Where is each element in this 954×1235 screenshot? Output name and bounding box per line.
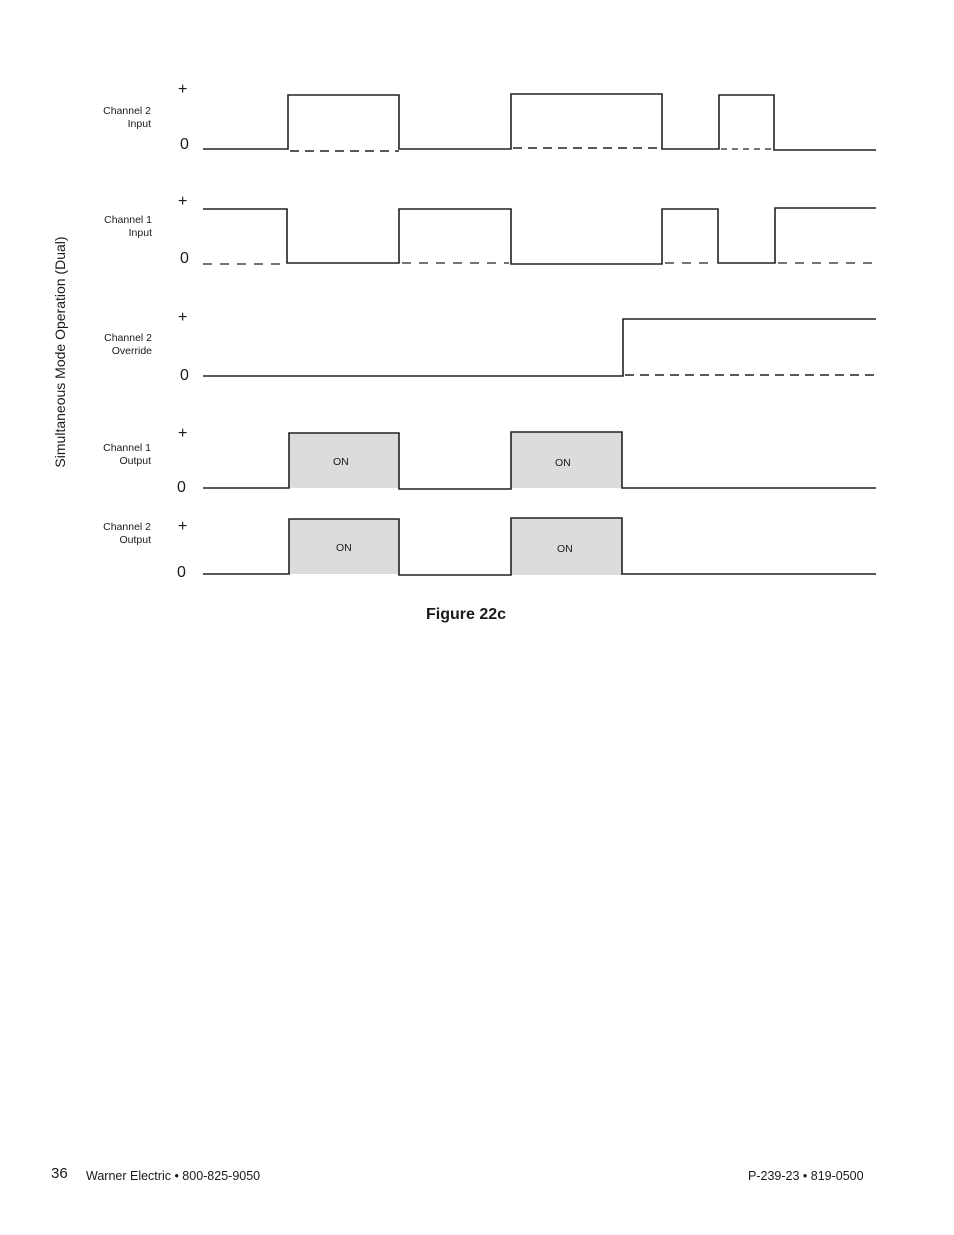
on-label: ON: [336, 542, 352, 554]
plus-symbol: +: [178, 193, 188, 210]
zero-symbol: 0: [180, 136, 189, 153]
channel-1-output-waveform: [203, 432, 876, 489]
zero-symbol: 0: [177, 479, 186, 496]
figure-caption: Figure 22c: [426, 606, 507, 623]
channel-label: Channel 2 Input: [103, 105, 151, 130]
channel-label: Channel 2 Override: [104, 332, 152, 357]
zero-symbol: 0: [177, 564, 186, 581]
footer-company: Warner Electric • 800-825-9050: [86, 1169, 261, 1183]
on-label: ON: [557, 543, 573, 555]
on-label: ON: [555, 457, 571, 469]
channel-2-override-waveform: [203, 319, 876, 376]
zero-symbol: 0: [180, 250, 189, 267]
channel-2-input-waveform: [203, 94, 876, 151]
zero-symbol: 0: [180, 367, 189, 384]
plus-symbol: +: [178, 518, 188, 535]
channel-label: Channel 1 Output: [103, 442, 151, 467]
footer-doc-number: P-239-23 • 819-0500: [748, 1169, 864, 1183]
channel-2-output-waveform: [203, 518, 876, 575]
side-title: Simultaneous Mode Operation (Dual): [52, 236, 68, 468]
plus-symbol: +: [178, 309, 188, 326]
channel-1-input-waveform: [203, 208, 876, 264]
channel-label: Channel 1 Input: [104, 214, 152, 239]
plus-symbol: +: [178, 425, 188, 442]
channel-label: Channel 2 Output: [103, 521, 151, 546]
page-number: 36: [51, 1165, 68, 1182]
plus-symbol: +: [178, 81, 188, 98]
on-label: ON: [333, 456, 349, 468]
